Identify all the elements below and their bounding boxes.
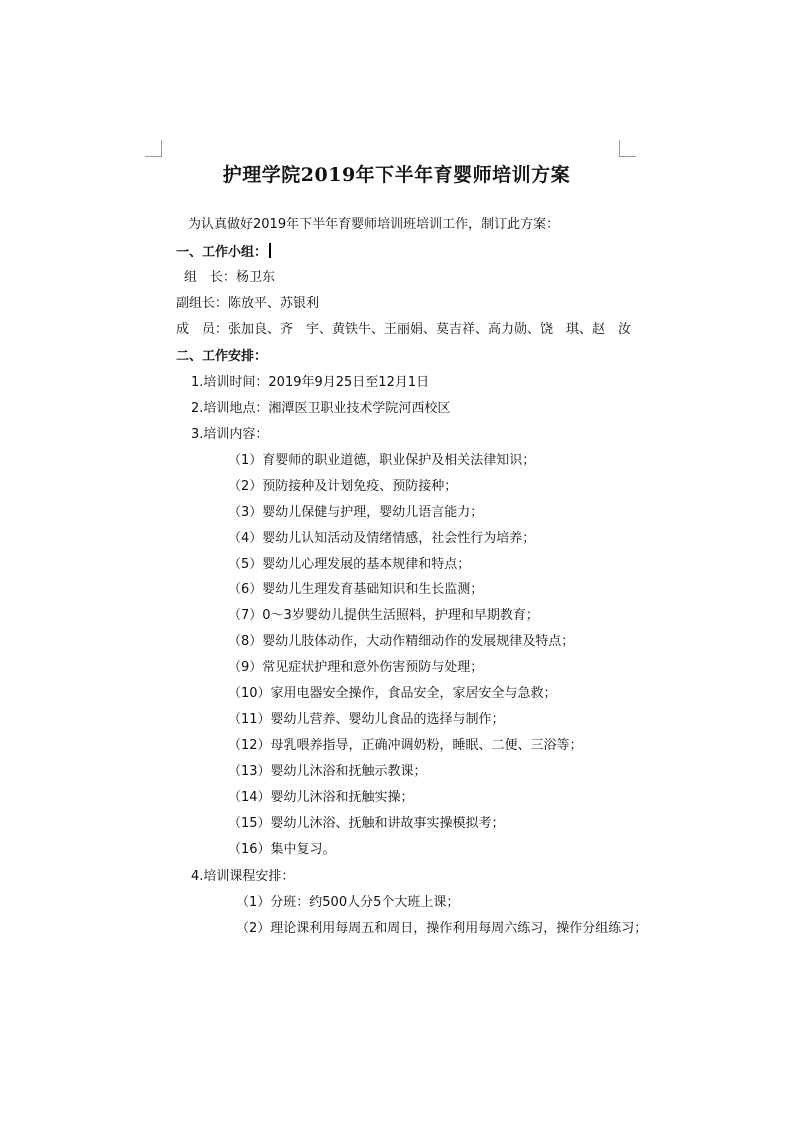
page-corner-mark-top-right xyxy=(619,140,636,157)
content-list-item: （13）婴幼儿沐浴和抚触示教课； xyxy=(228,764,427,779)
training-content-heading: 3.培训内容： xyxy=(191,427,269,442)
section-heading-text: 一、工作小组： xyxy=(176,245,268,260)
content-list-item: （10）家用电器安全操作，食品安全，家居安全与急救； xyxy=(228,686,557,701)
intro-paragraph: 为认真做好2019年下半年育婴师培训班培训工作，制订此方案： xyxy=(188,217,560,232)
content-list-item: （12）母乳喂养指导，正确冲调奶粉，睡眠、二便、三浴等； xyxy=(228,738,583,753)
content-list-item: （9）常见症状护理和意外伤害预防与处理； xyxy=(228,660,484,675)
content-list-item: （3）婴幼儿保健与护理，婴幼儿语言能力； xyxy=(228,505,484,520)
content-list-item: （5）婴幼儿心理发展的基本规律和特点； xyxy=(228,557,471,572)
deputy-line: 副组长：陈放平、苏银利 xyxy=(176,296,320,311)
text-cursor xyxy=(269,243,271,258)
section-heading-work-group xyxy=(176,243,271,261)
page-corner-mark-top-left xyxy=(145,140,162,157)
content-list-item: （7）0～3岁婴幼儿提供生活照料，护理和早期教育； xyxy=(228,608,539,623)
content-list-item: （6）婴幼儿生理发育基础知识和生长监测； xyxy=(228,582,484,597)
content-list-item: （11）婴幼儿营养、婴幼儿食品的选择与制作； xyxy=(228,712,505,727)
members-line: 成 员：张加良、齐 宇、黄铁牛、王丽娟、莫吉祥、高力勋、饶 琪、赵 汝 xyxy=(176,322,632,337)
schedule-list-item: （2）理论课利用每周五和周日，操作利用每周六练习，操作分组练习； xyxy=(236,921,648,936)
document-title: 护理学院2019年下半年育婴师培训方案 xyxy=(222,164,571,186)
content-list-item: （4）婴幼儿认知活动及情绪情感，社会性行为培养； xyxy=(228,531,536,546)
content-list-item: （2）预防接种及计划免疫、预防接种； xyxy=(228,479,458,494)
content-list-item: （16）集中复习。 xyxy=(228,842,336,857)
content-list-item: （15）婴幼儿沐浴、抚触和讲故事实操模拟考； xyxy=(228,816,505,831)
training-time: 1.培训时间：2019年9月25日至12月1日 xyxy=(191,375,430,390)
course-schedule-heading: 4.培训课程安排： xyxy=(191,869,295,884)
leader-line: 组 长：杨卫东 xyxy=(184,270,276,285)
content-list-item: （8）婴幼儿肢体动作，大动作精细动作的发展规律及特点； xyxy=(228,634,575,649)
content-list-item: （14）婴幼儿沐浴和抚触实操； xyxy=(228,790,414,805)
training-location: 2.培训地点：湘潭医卫职业技术学院河西校区 xyxy=(191,401,451,416)
content-list-item: （1）育婴师的职业道德，职业保护及相关法律知识； xyxy=(228,453,536,468)
section-heading-arrangement: 二、工作安排： xyxy=(176,349,268,364)
schedule-list-item: （1）分班：约500人分5个大班上课； xyxy=(236,895,460,910)
